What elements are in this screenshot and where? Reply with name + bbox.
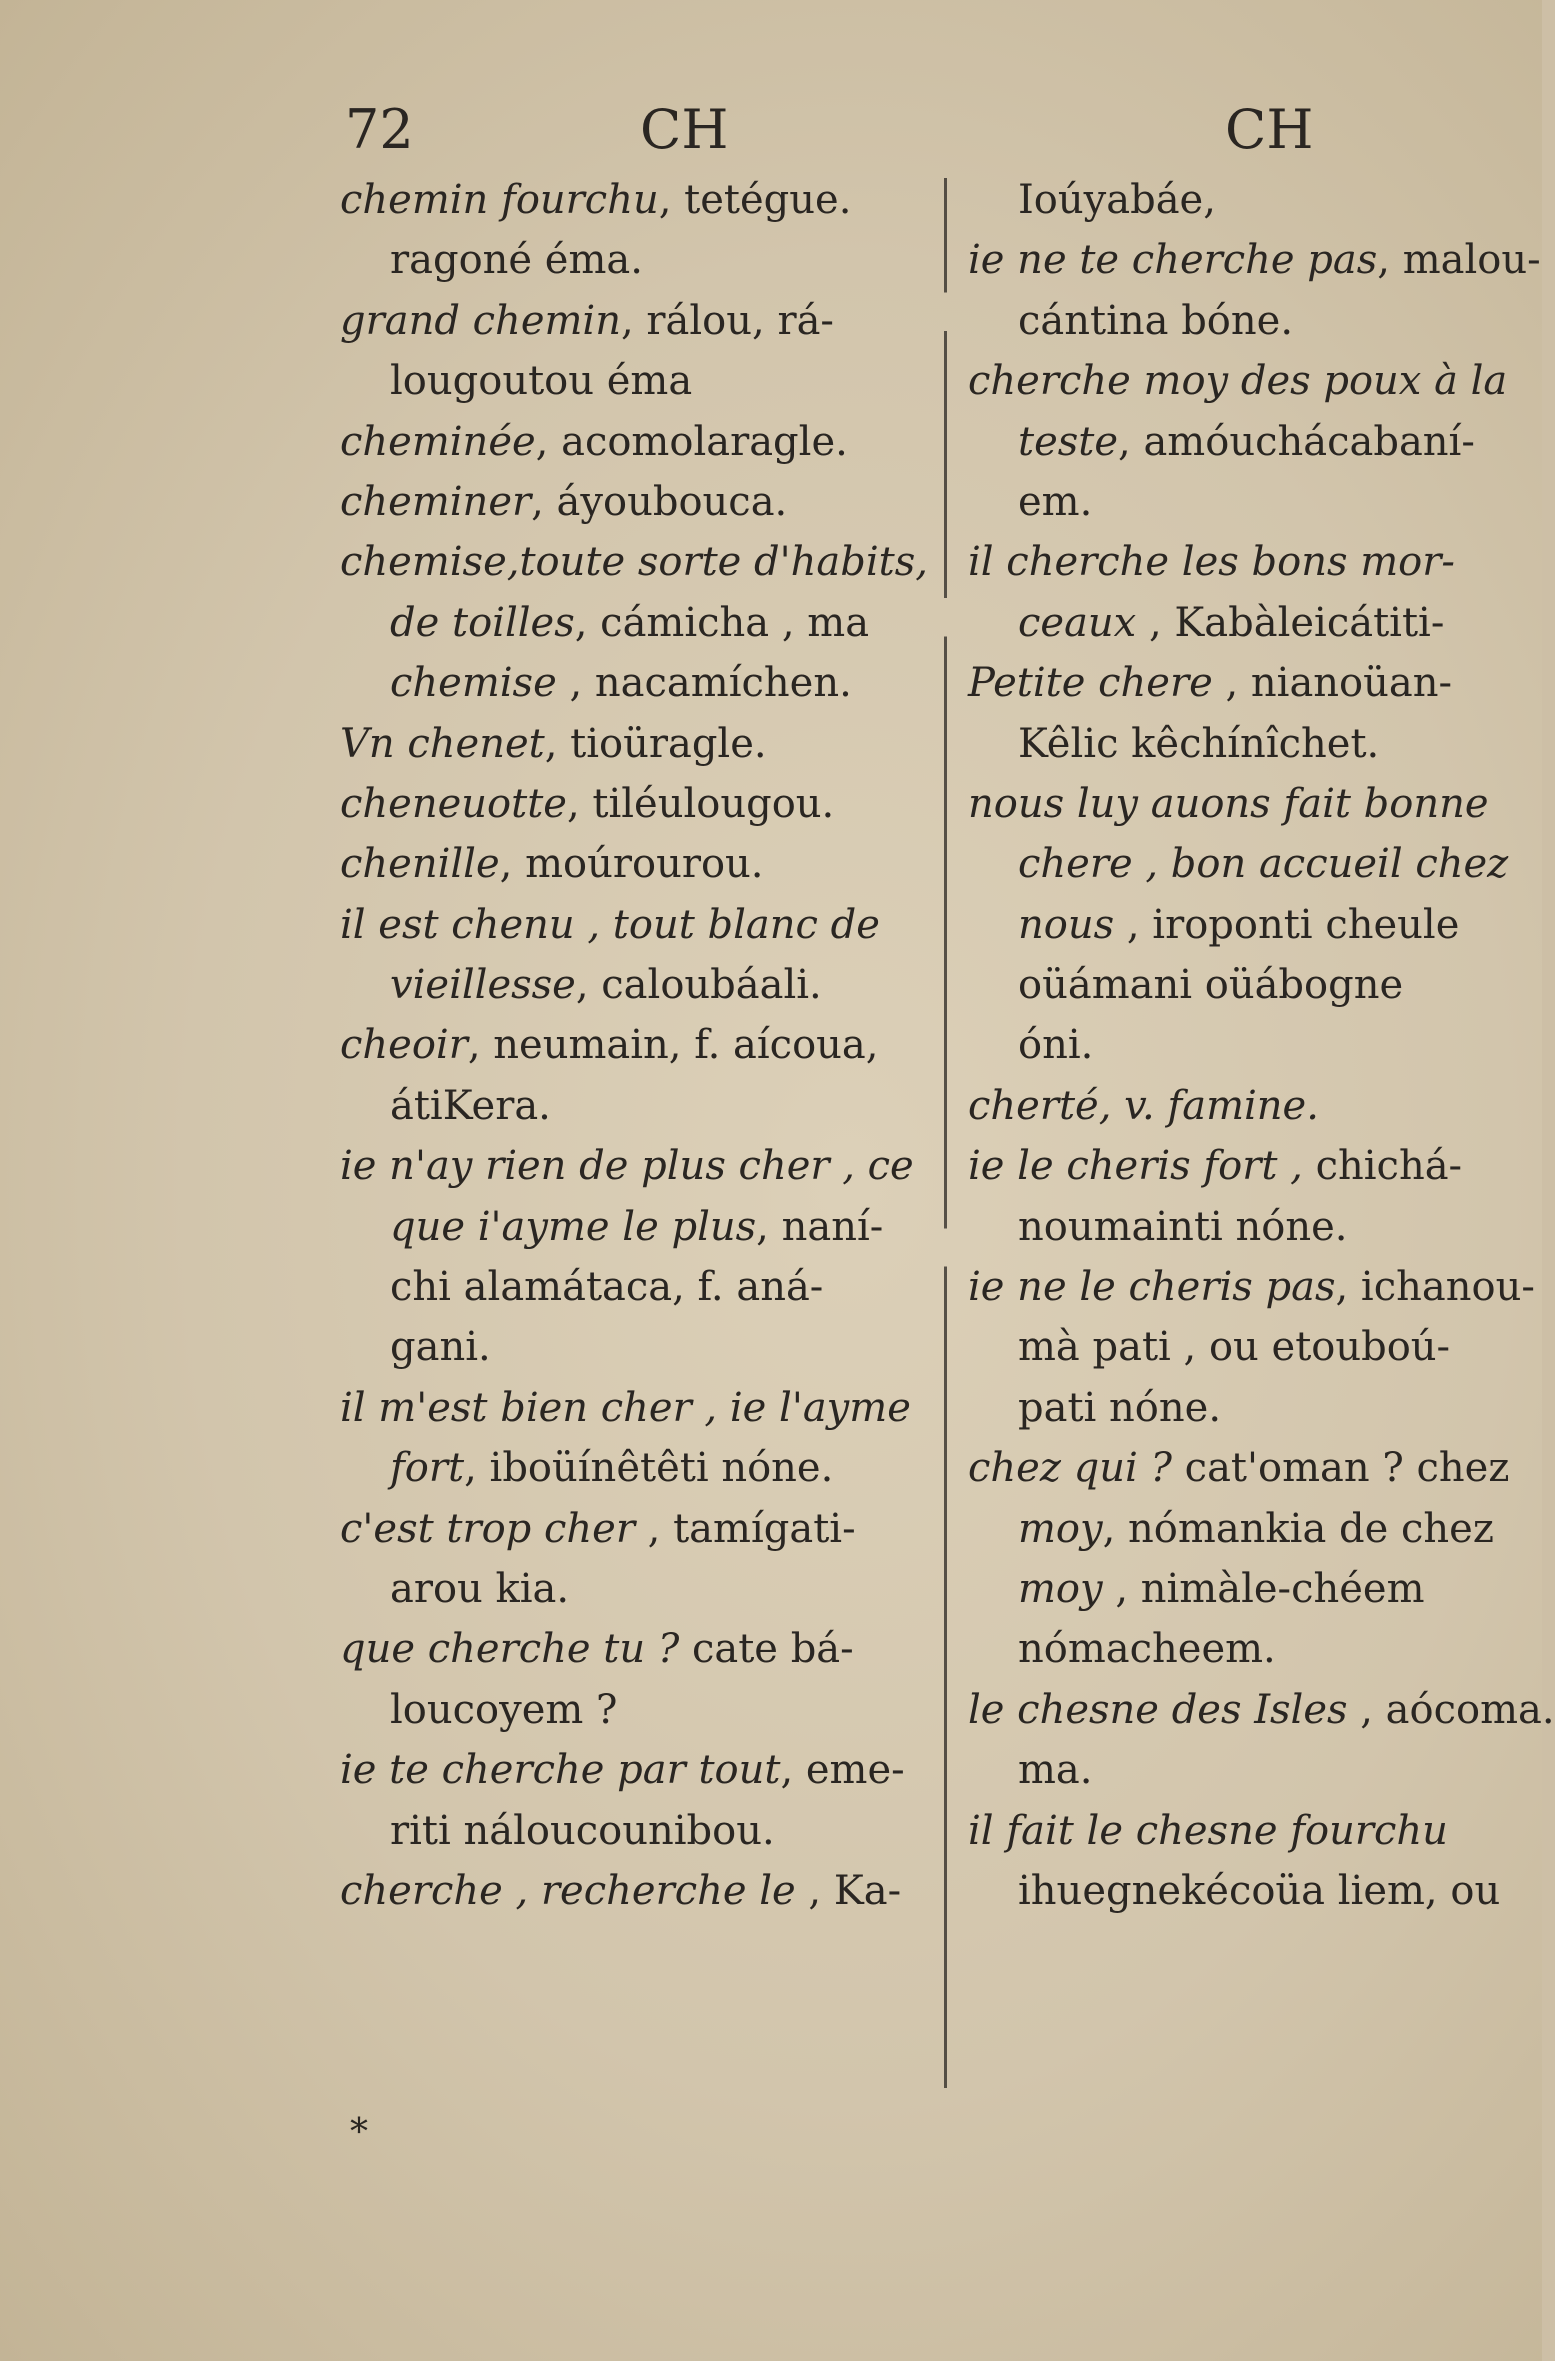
headword: chenille [340, 841, 500, 888]
headword: Vn chenet [340, 720, 545, 767]
dictionary-line [968, 1015, 1528, 1075]
dictionary-line [968, 532, 1528, 592]
dictionary-line [340, 1257, 940, 1317]
translation: cat'oman ? chez [1171, 1445, 1510, 1492]
dictionary-line [340, 532, 940, 592]
translation: , eme- [780, 1747, 905, 1794]
dictionary-line [968, 1619, 1528, 1679]
dictionary-line [340, 1619, 940, 1679]
translation: , neumain, f. aícoua, [467, 1022, 879, 1069]
translation: óni. [1018, 1022, 1094, 1069]
dictionary-line [340, 593, 940, 653]
translation: , nimàle-chéem [1102, 1565, 1425, 1612]
dictionary-line [968, 472, 1528, 532]
dictionary-line [340, 1378, 940, 1438]
headword: vieillesse [390, 962, 576, 1009]
headword: chemin fourchu [340, 177, 659, 223]
headword: fort [390, 1445, 465, 1492]
dictionary-line [340, 230, 940, 290]
dictionary-line [968, 774, 1528, 834]
headword: ie te cherche par tout [340, 1747, 781, 1794]
dictionary-line [340, 351, 940, 411]
dictionary-line [968, 1559, 1528, 1619]
dictionary-line [968, 291, 1528, 351]
dictionary-line [340, 714, 940, 774]
headword: nous luy auons fait bonne [968, 780, 1489, 827]
translation: , Ka- [795, 1867, 902, 1914]
headword: cherche moy des poux à la [968, 358, 1508, 405]
translation: cate bá- [679, 1626, 854, 1673]
translation: , iroponti cheule [1114, 901, 1460, 948]
dictionary-line [340, 895, 940, 955]
dictionary-line [968, 351, 1528, 411]
translation: em. [1018, 478, 1093, 525]
translation: , moúrourou. [499, 841, 764, 888]
translation: oüámani oüábogne [1018, 962, 1404, 1009]
dictionary-line [968, 895, 1528, 955]
translation: Ioúyabáe, [1018, 177, 1216, 223]
headword: Petite chere [968, 660, 1213, 707]
headword: ceaux [1018, 599, 1137, 646]
dictionary-line [968, 1740, 1528, 1800]
dictionary-line [340, 291, 940, 351]
translation: , iboüínêtêti nóne. [464, 1445, 834, 1492]
headword: il est chenu , tout blanc de [340, 901, 880, 948]
dictionary-line [968, 412, 1528, 472]
dictionary-line [968, 834, 1528, 894]
dictionary-line [968, 1499, 1528, 1559]
dictionary-line [340, 834, 940, 894]
headword: cheminée [340, 418, 536, 465]
dictionary-line [340, 1076, 940, 1136]
headword: le chesne des Isles [968, 1686, 1348, 1733]
dictionary-line [340, 774, 940, 834]
translation: chichá- [1302, 1143, 1463, 1190]
headword: que cherche tu ? [340, 1626, 680, 1673]
page-number: 72 [345, 98, 414, 161]
dictionary-line [340, 1559, 940, 1619]
translation: , tioüragle. [544, 720, 767, 767]
dictionary-line [968, 1136, 1528, 1196]
translation: , caloubáali. [575, 962, 822, 1009]
headword: chemise,toute sorte d'habits, [340, 539, 928, 586]
headword: moy [1018, 1505, 1103, 1552]
dictionary-line [340, 1740, 940, 1800]
right-column [968, 170, 1555, 1921]
headword: cheminer [340, 478, 532, 525]
headword: il fait le chesne fourchu [968, 1807, 1448, 1854]
translation: , tetégue. [658, 177, 852, 223]
translation: , acomolaragle. [535, 418, 848, 465]
column-rule [944, 178, 947, 2088]
translation: ihuegnekécoüa liem, ou [1018, 1867, 1501, 1914]
headword: nous [1018, 901, 1115, 948]
dictionary-line [340, 170, 940, 230]
headword: cheneuotte [340, 780, 567, 827]
translation: , malou- [1377, 237, 1541, 284]
translation: , naní- [756, 1203, 884, 1250]
translation: arou kia. [390, 1565, 570, 1612]
dictionary-line [968, 1317, 1528, 1377]
headword: cherté, v. famine. [968, 1082, 1319, 1129]
translation: , nacamíchen. [556, 660, 852, 707]
dictionary-line [968, 1438, 1528, 1498]
dictionary-line [340, 1680, 940, 1740]
headword: chere , bon accueil chez [1018, 841, 1509, 888]
dictionary-line [968, 1378, 1528, 1438]
headword: grand chemin [340, 297, 621, 344]
translation: chi alamátaca, f. aná- [390, 1264, 824, 1311]
dictionary-line [340, 412, 940, 472]
translation: ma. [1018, 1747, 1093, 1794]
headword: ie le cheris fort , [968, 1143, 1303, 1190]
headword: ie ne te cherche pas [968, 237, 1378, 284]
dictionary-line [968, 1680, 1555, 1740]
translation: átiKera. [390, 1082, 551, 1129]
headword: moy [1018, 1565, 1103, 1612]
headword: c'est trop cher [340, 1505, 635, 1552]
dictionary-line [340, 1499, 940, 1559]
running-head-right: CH [1225, 98, 1314, 161]
headword: que i'ayme le plus [390, 1203, 757, 1250]
left-column [340, 170, 940, 1921]
headword: il m'est bien cher , ie l'ayme [340, 1384, 911, 1431]
translation: Kêlic kêchínîchet. [1018, 720, 1380, 767]
dictionary-line [340, 1801, 940, 1861]
dictionary-line [968, 1197, 1528, 1257]
dictionary-line [340, 1197, 940, 1257]
dictionary-line [968, 593, 1528, 653]
headword: teste [1018, 418, 1119, 465]
dictionary-line [968, 1076, 1528, 1136]
translation: mà pati , ou etouboú- [1018, 1324, 1451, 1371]
dictionary-line [968, 230, 1541, 290]
dictionary-line [968, 955, 1528, 1015]
dictionary-line [340, 653, 940, 713]
translation: ragoné éma. [390, 237, 643, 284]
headword: chemise [390, 660, 557, 707]
dictionary-line [340, 1015, 940, 1075]
translation: pati nóne. [1018, 1384, 1222, 1431]
dictionary-line [968, 170, 1528, 230]
running-head-left: CH [640, 98, 729, 161]
translation: , tamígati- [634, 1505, 856, 1552]
translation: , tiléulougou. [566, 780, 835, 827]
dictionary-line [340, 1438, 940, 1498]
translation: , ichanou- [1335, 1264, 1535, 1311]
translation: , aócoma. [1347, 1686, 1555, 1733]
translation: , áyoubouca. [531, 478, 788, 525]
translation: lougoutou éma [390, 358, 693, 405]
dictionary-line [968, 653, 1528, 713]
dictionary-line [968, 1801, 1528, 1861]
translation: , amóuchácabaní- [1118, 418, 1475, 465]
translation: , cámicha , ma [574, 599, 870, 646]
headword: de toilles [390, 599, 575, 646]
dictionary-line [340, 1861, 940, 1921]
translation: cántina bóne. [1018, 297, 1294, 344]
dictionary-line [968, 1257, 1535, 1317]
headword: ie n'ay rien de plus cher , ce [340, 1143, 914, 1190]
dictionary-line [340, 1317, 940, 1377]
dictionary-line [968, 1861, 1528, 1921]
dictionary-line [340, 1136, 940, 1196]
translation: , rálou, rá- [620, 297, 834, 344]
page-header [0, 95, 1542, 165]
headword: chez qui ? [968, 1445, 1172, 1492]
dictionary-line [340, 955, 940, 1015]
headword: il cherche les bons mor- [968, 539, 1455, 586]
headword: ie ne le cheris pas [968, 1264, 1336, 1311]
translation: , Kabàleicátiti- [1136, 599, 1445, 646]
headword: cheoir [340, 1022, 468, 1069]
translation: , nómankia de chez [1102, 1505, 1494, 1552]
translation: gani. [390, 1324, 491, 1371]
translation: noumainti nóne. [1018, 1203, 1348, 1250]
translation: loucoyem ? [390, 1686, 618, 1733]
signature-mark: * [350, 2112, 368, 2153]
headword: cherche , recherche le [340, 1867, 796, 1914]
translation: , nianoüan- [1212, 660, 1453, 707]
translation: nómacheem. [1018, 1626, 1276, 1673]
translation: riti náloucounibou. [390, 1807, 775, 1854]
dictionary-line [340, 472, 940, 532]
dictionary-line [968, 714, 1528, 774]
